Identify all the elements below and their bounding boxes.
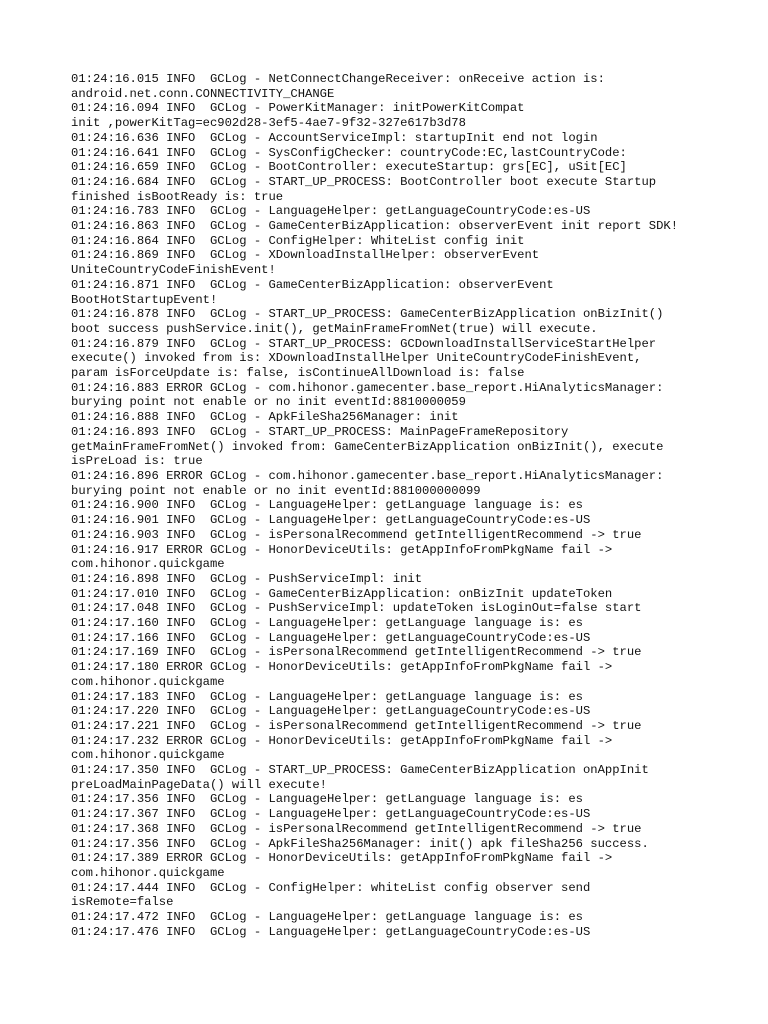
log-line: 01:24:16.641 INFO GCLog - SysConfigChecker: countryCode:EC,lastCountryCode:: [71, 145, 627, 160]
log-line: 01:24:16.869 INFO GCLog - XDownloadInstallHelper: observerEvent: [71, 248, 540, 263]
log-line: 01:24:17.166 INFO GCLog - LanguageHelper: getLanguageCountryCode:es-US: [71, 630, 591, 645]
log-line: 01:24:16.901 INFO GCLog - LanguageHelper: getLanguageCountryCode:es-US: [71, 513, 591, 528]
log-line: preLoadMainPageData() will execute!: [71, 777, 327, 792]
log-line: isRemote=false: [71, 895, 174, 910]
log-line: 01:24:17.472 INFO GCLog - LanguageHelper: getLanguage language is: es: [71, 910, 583, 925]
log-line: com.hihonor.quickgame: [71, 557, 225, 572]
log-line: 01:24:17.048 INFO GCLog - PushServiceImpl: updateToken isLoginOut=false start: [71, 601, 642, 616]
log-line: android.net.conn.CONNECTIVITY_CHANGE: [71, 86, 335, 101]
log-line: 01:24:16.898 INFO GCLog - PushServiceImpl: init: [71, 571, 423, 586]
log-line: 01:24:17.183 INFO GCLog - LanguageHelper: getLanguage language is: es: [71, 689, 583, 704]
log-line: 01:24:16.893 INFO GCLog - START_UP_PROCESS: MainPageFrameRepository: [71, 424, 569, 439]
log-line: 01:24:16.888 INFO GCLog - ApkFileSha256Manager: init: [71, 410, 459, 425]
log-line: getMainFrameFromNet() invoked from: GameCenterBizApplication onBizInit(), execute: [71, 439, 664, 454]
log-line: 01:24:17.476 INFO GCLog - LanguageHelper: getLanguageCountryCode:es-US: [71, 924, 591, 939]
log-line: BootHotStartupEvent!: [71, 292, 218, 307]
log-line: 01:24:17.367 INFO GCLog - LanguageHelper: getLanguageCountryCode:es-US: [71, 807, 591, 822]
log-line: param isForceUpdate is: false, isContinueAllDownload is: false: [71, 366, 525, 381]
log-line: 01:24:17.221 INFO GCLog - isPersonalRecommend getIntelligentRecommend -> true: [71, 718, 642, 733]
log-line: 01:24:17.350 INFO GCLog - START_UP_PROCESS: GameCenterBizApplication onAppInit: [71, 763, 649, 778]
log-line: 01:24:17.368 INFO GCLog - isPersonalRecommend getIntelligentRecommend -> true: [71, 821, 642, 836]
log-line: 01:24:16.863 INFO GCLog - GameCenterBizApplication: observerEvent init report SDK!: [71, 219, 679, 234]
log-line: com.hihonor.quickgame: [71, 865, 225, 880]
log-line: 01:24:16.659 INFO GCLog - BootController: executeStartup: grs[EC], uSit[EC]: [71, 160, 627, 175]
log-line: burying point not enable or no init eventId:8810000059: [71, 395, 466, 410]
log-line: 01:24:16.878 INFO GCLog - START_UP_PROCESS: GameCenterBizApplication onBizInit(): [71, 307, 664, 322]
log-line: 01:24:16.094 INFO GCLog - PowerKitManager: initPowerKitCompat: [71, 101, 525, 116]
log-line: com.hihonor.quickgame: [71, 748, 225, 763]
log-line: 01:24:17.220 INFO GCLog - LanguageHelper: getLanguageCountryCode:es-US: [71, 704, 591, 719]
log-line: burying point not enable or no init eventId:881000000099: [71, 483, 481, 498]
log-document: [71, 72, 751, 939]
log-line: 01:24:16.783 INFO GCLog - LanguageHelper: getLanguageCountryCode:es-US: [71, 204, 591, 219]
log-line: 01:24:16.896 ERROR GCLog - com.hihonor.gamecenter.base_report.HiAnalyticsManager:: [71, 468, 664, 483]
log-line: 01:24:17.169 INFO GCLog - isPersonalRecommend getIntelligentRecommend -> true: [71, 645, 642, 660]
log-line: 01:24:17.180 ERROR GCLog - HonorDeviceUtils: getAppInfoFromPkgName fail ->: [71, 660, 613, 675]
log-line: 01:24:17.389 ERROR GCLog - HonorDeviceUtils: getAppInfoFromPkgName fail ->: [71, 851, 613, 866]
log-line: execute() invoked from is: XDownloadInstallHelper UniteCountryCodeFinishEvent,: [71, 351, 642, 366]
log-line: 01:24:16.871 INFO GCLog - GameCenterBizApplication: observerEvent: [71, 277, 554, 292]
log-line: 01:24:16.636 INFO GCLog - AccountServiceImpl: startupInit end not login: [71, 130, 598, 145]
log-line: 01:24:16.684 INFO GCLog - START_UP_PROCESS: BootController boot execute Startup: [71, 174, 657, 189]
log-line: 01:24:17.356 INFO GCLog - LanguageHelper: getLanguage language is: es: [71, 792, 583, 807]
log-line: 01:24:16.883 ERROR GCLog - com.hihonor.gamecenter.base_report.HiAnalyticsManager:: [71, 380, 664, 395]
log-line: 01:24:17.160 INFO GCLog - LanguageHelper: getLanguage language is: es: [71, 616, 583, 631]
log-line: 01:24:16.903 INFO GCLog - isPersonalRecommend getIntelligentRecommend -> true: [71, 527, 642, 542]
log-line: 01:24:17.232 ERROR GCLog - HonorDeviceUtils: getAppInfoFromPkgName fail ->: [71, 733, 613, 748]
log-line: init ,powerKitTag=ec902d28-3ef5-4ae7-9f32-327e617b3d78: [71, 116, 466, 131]
log-line: isPreLoad is: true: [71, 454, 203, 469]
log-text-block: [71, 72, 751, 939]
log-line: finished isBootReady is: true: [71, 189, 284, 204]
log-line: 01:24:16.917 ERROR GCLog - HonorDeviceUtils: getAppInfoFromPkgName fail ->: [71, 542, 613, 557]
log-line: 01:24:16.900 INFO GCLog - LanguageHelper: getLanguage language is: es: [71, 498, 583, 513]
log-line: com.hihonor.quickgame: [71, 674, 225, 689]
log-line: 01:24:17.444 INFO GCLog - ConfigHelper: whiteList config observer send: [71, 880, 591, 895]
log-line: 01:24:16.879 INFO GCLog - START_UP_PROCESS: GCDownloadInstallServiceStartHelper: [71, 336, 657, 351]
log-line: 01:24:17.356 INFO GCLog - ApkFileSha256Manager: init() apk fileSha256 success.: [71, 836, 649, 851]
log-line: boot success pushService.init(), getMainFrameFromNet(true) will execute.: [71, 321, 598, 336]
log-line: 01:24:16.015 INFO GCLog - NetConnectChangeReceiver: onReceive action is:: [71, 72, 605, 86]
log-line: 01:24:16.864 INFO GCLog - ConfigHelper: WhiteList config init: [71, 233, 525, 248]
log-line: 01:24:17.010 INFO GCLog - GameCenterBizApplication: onBizInit updateToken: [71, 586, 613, 601]
log-line: UniteCountryCodeFinishEvent!: [71, 263, 276, 278]
